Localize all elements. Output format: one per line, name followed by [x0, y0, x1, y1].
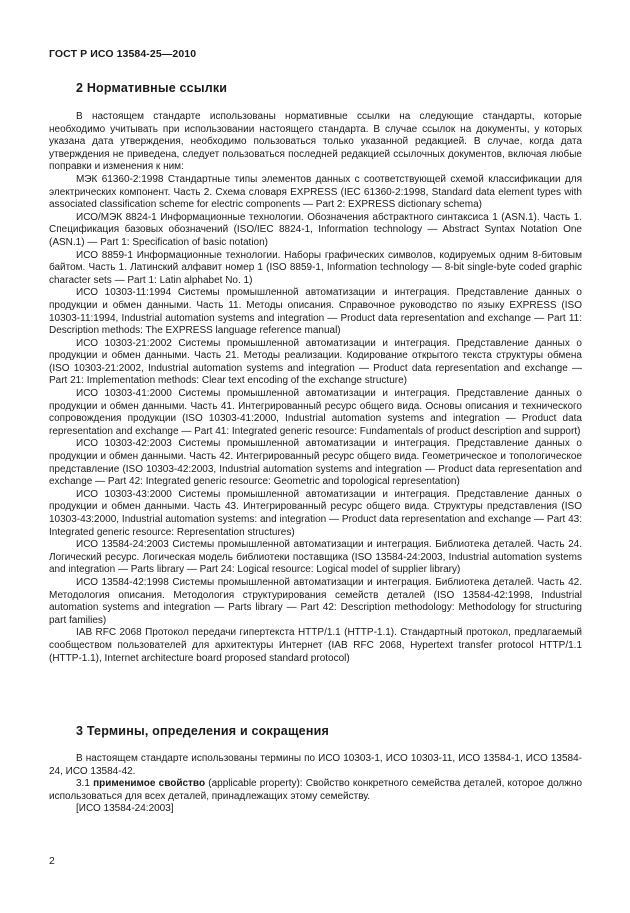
section-3-intro: В настоящем стандарте использованы термины по ИСО 10303-1, ИСО 10303-11, ИСО 13584-1, ИСО 13584-24, ИСО 13584-42. — [49, 753, 582, 777]
term-entry — [49, 778, 582, 803]
term-number: 3.1 — [76, 778, 90, 790]
document-header: ГОСТ Р ИСО 13584-25—2010 — [49, 48, 197, 60]
reference-item: ИСО 10303-41:2000 Системы промышленной автоматизации и интеграция. Представление данных о продукции и обмен данными. Часть 41. Интегрированный ресурс общего вида. Основы описания и технического сопровождения продукции (ISO 10303-41:2000, Industrial automation systems and integration — Product data representation and exchange — Part 41: Integrated generic resource: Fundamentals of product description and support) — [49, 388, 582, 437]
term-name: применимое свойство — [93, 778, 206, 790]
reference-item: ИСО/МЭК 8824-1 Информационные технологии. Обозначения абстрактного синтаксиса 1 (ASN.1). Часть 1. Спецификация базовых обозначений (ISO/IEC 8824-1, Information technology — Abstract Syntax Notation One (ASN.1) — Part 1: Specification of basic notation) — [49, 211, 582, 248]
reference-item: ИСО 8859-1 Информационные технологии. Наборы графических символов, кодируемых одним 8-битовым байтом. Часть 1. Латинский алфавит номер 1 (ISO 8859-1, Information technology — 8-bit single-byte coded graphic character sets — Part 1: Latin alphabet No. 1) — [49, 249, 582, 286]
section-3-heading: 3 Термины, определения и сокращения — [76, 724, 329, 738]
reference-item: МЭК 61360-2:1998 Стандартные типы элементов данных с соответствующей схемой классификации для электрических компонент. Часть 2. Схема словаря EXPRESS (IEC 61360-2:1998, Standard data element types with associated classification scheme for electric components — Part 2: EXPRESS dictionary schema) — [49, 173, 582, 211]
reference-item: ИСО 13584-24:2003 Системы промышленной автоматизации и интеграция. Библиотека деталей. Часть 24. Логический ресурс. Логическая модель библиотеки поставщика (ISO 13584-24:2003, Industrial automation systems and integration — Parts library — Part 24: Logical resource: Logical model of supplier library) — [49, 539, 582, 576]
term-definition: (applicable property): Свойство конкретного семейства деталей, которое должно использоваться для всех деталей, принадлежащих этому семейству. — [49, 778, 583, 802]
reference-item: ИСО 10303-21:2002 Системы промышленной автоматизации и интеграция. Представление данных о продукции и обмен данными. Часть 21. Методы реализации. Кодирование открытого текста структуры обмена (ISO 10303-21:2002, Industrial automation systems and integration — Product data representation and exchange — Part 21: Implementation methods: Clear text encoding of the exchange structure) — [49, 337, 582, 387]
reference-item: ИСО 10303-42:2003 Системы промышленной автоматизации и интеграция. Представление данных о продукции и обмен данными. Часть 42. Интегрированный ресурс общего вида. Геометрическое и топологическое представление (ISO 10303-42:2003, Industrial automation systems and integration — Product data representation and exchange — Part 42: Integrated generic resource: Geometric and topological representation) — [49, 438, 582, 488]
section-3-body — [49, 753, 582, 816]
reference-item: ИСО 10303-11:1994 Системы промышленной автоматизации и интеграция. Представление данных о продукции и обмен данными. Часть 11. Методы описания. Справочное руководство по языку EXPRESS (ISO 10303-11:1994, Industrial automation systems and integration — Product data representation and exchange — Part 11: Description methods: The EXPRESS language reference manual) — [49, 287, 582, 337]
term-source: [ИСО 13584-24:2003] — [76, 803, 174, 815]
reference-item: ИСО 10303-43:2000 Системы промышленной автоматизации и интеграция. Представление данных о продукции и обмен данными. Часть 43. Интегрированный ресурс общего вида. Структуры представления (ISO 10303-43:2000, Industrial automation systems: and integration — Product data representation and exchange — Part 43: Integrated generic resource: Representation structures) — [49, 488, 582, 538]
reference-item: ИСО 13584-42:1998 Системы промышленной автоматизации и интеграция. Библиотека деталей. Часть 42. Методология описания. Методология структурирования семейств деталей (ISO 13584-42:1998, Industrial automation systems and integration — Parts library — Part 42: Description methodology: Methodology for structuring part families) — [49, 576, 582, 626]
section-2-body — [49, 111, 582, 665]
section-2-heading: 2 Нормативные ссылки — [76, 81, 228, 95]
page-number: 2 — [49, 855, 55, 867]
section-2-intro: В настоящем стандарте использованы нормативные ссылки на следующие стандарты, которые необходимо учитывать при использовании настоящего стандарта. В случае ссылок на документы, у которых указана дата утверждения, необходимо пользоваться только указанной редакцией. В случае, когда дата утверждения не приведена, следует пользоваться последней редакцией ссылочных документов, включая любые поправки и изменения к ним: — [49, 111, 582, 173]
reference-item: IAB RFC 2068 Протокол передачи гипертекста HTTP/1.1 (HTTP-1.1). Стандартный протокол, предлагаемый сообществом пользователей для архитектуры Интернет (IAB RFC 2068, Hypertext transfer protocol HTTP/1.1 (HTTP-1.1), Internet architecture board proposed standard protocol) — [49, 627, 582, 664]
